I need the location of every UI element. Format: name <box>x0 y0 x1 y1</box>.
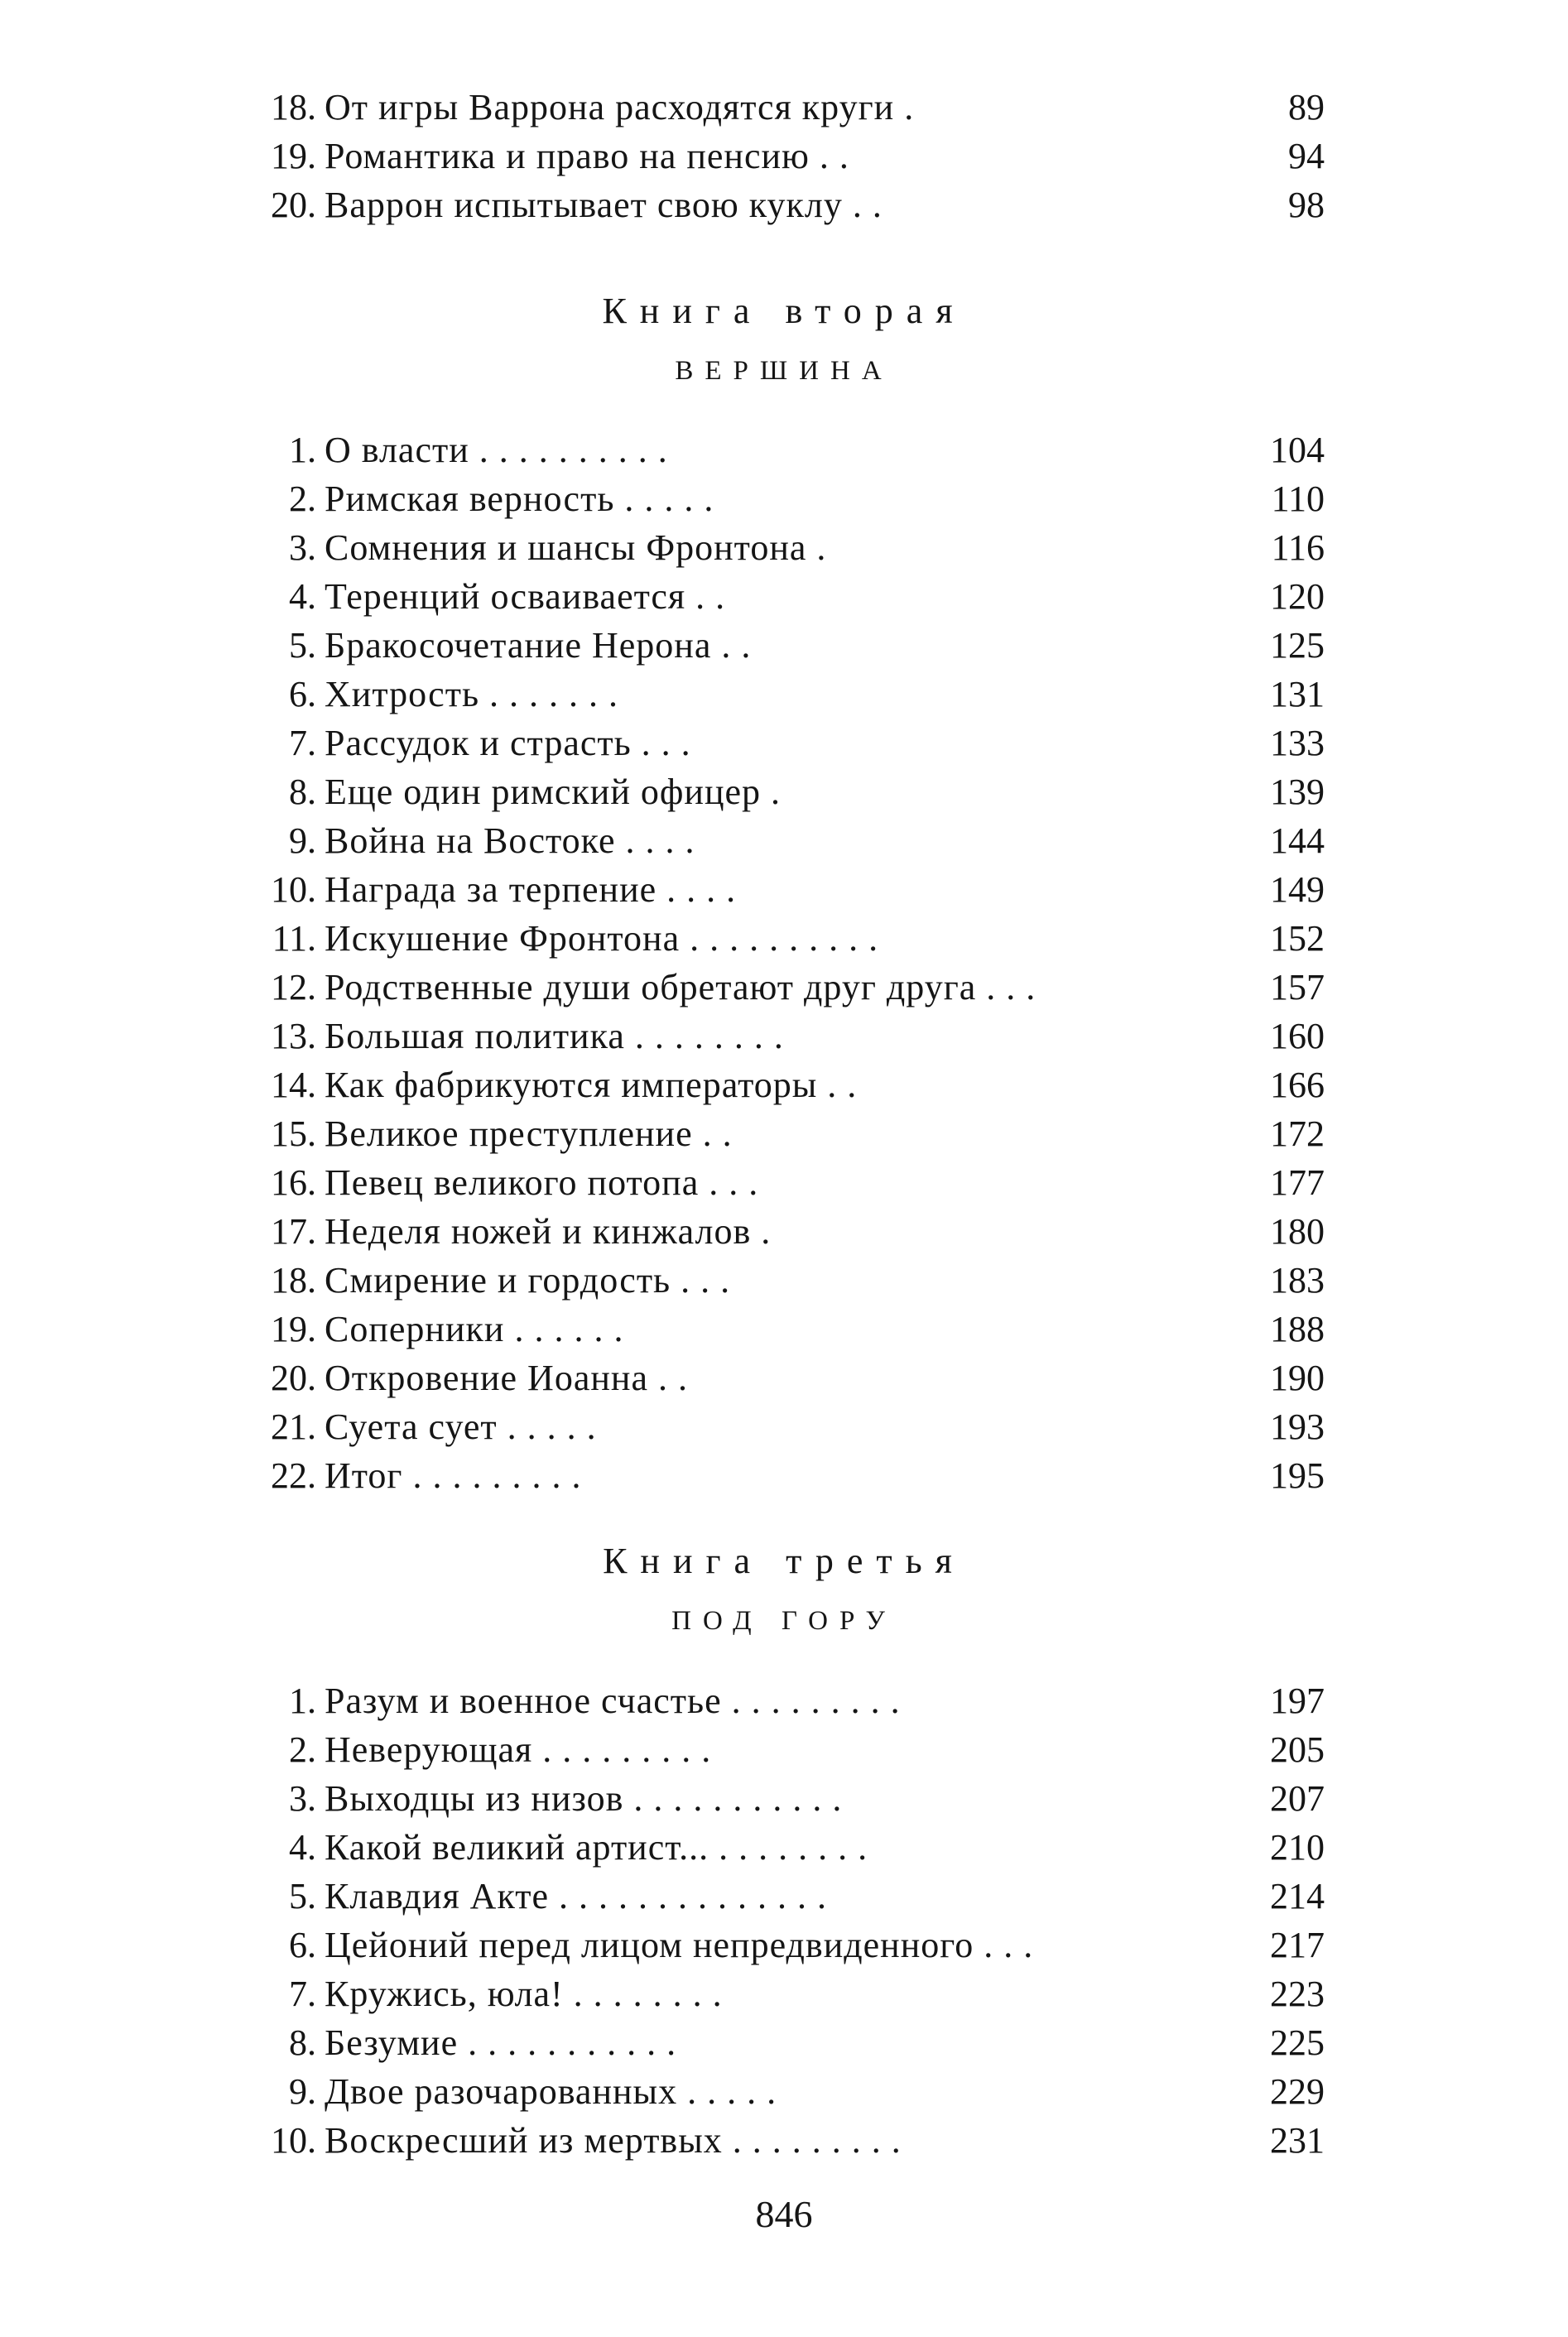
toc-entry <box>248 1012 1325 1060</box>
entry-number: 14. <box>271 1065 316 1105</box>
toc-entry <box>248 1969 1325 2018</box>
entry-page: 125 <box>1270 625 1325 666</box>
entry-title: Родственные души обретают друг друга . . . <box>325 967 1037 1007</box>
entry-page: 229 <box>1270 2071 1325 2112</box>
toc-entry <box>248 1158 1325 1207</box>
entry-page: 207 <box>1270 1778 1325 1819</box>
toc-entry <box>248 474 1325 523</box>
entry-page: 190 <box>1270 1358 1325 1398</box>
entry-page: 177 <box>1270 1162 1325 1203</box>
entry-number: 9. <box>289 2071 316 2112</box>
toc-entry <box>248 816 1325 865</box>
book2-subheading: ВЕРШИНА <box>675 356 893 386</box>
book2-heading: Книга вторая <box>602 291 966 331</box>
entry-title: Неверующая . . . . . . . . . <box>325 1729 712 1770</box>
entry-page: 116 <box>1271 527 1325 568</box>
toc-book3 <box>248 1676 1325 2165</box>
toc-entry <box>248 2018 1325 2067</box>
entry-title: Какой великий артист... . . . . . . . . <box>325 1827 868 1868</box>
entry-page: 217 <box>1270 1925 1325 1965</box>
entry-page: 120 <box>1270 576 1325 617</box>
entry-number: 13. <box>271 1016 316 1056</box>
entry-title: Война на Востоке . . . . <box>325 820 695 861</box>
toc-entry <box>248 963 1325 1012</box>
toc-entry <box>248 2067 1325 2116</box>
toc-entry <box>248 426 1325 474</box>
entry-title: Безумие . . . . . . . . . . . <box>325 2022 677 2063</box>
entry-title: Сомнения и шансы Фронтона . <box>325 527 827 568</box>
toc-entry <box>248 523 1325 572</box>
toc-entry <box>248 1774 1325 1823</box>
entry-number: 5. <box>289 625 316 666</box>
toc-entry <box>248 621 1325 670</box>
entry-title: Награда за терпение . . . . <box>325 869 737 910</box>
entry-title: Хитрость . . . . . . . <box>325 674 619 714</box>
entry-title: Рассудок и страсть . . . <box>325 723 691 763</box>
entry-page: 183 <box>1270 1260 1325 1301</box>
entry-number: 4. <box>289 1827 316 1868</box>
entry-page: 166 <box>1270 1065 1325 1105</box>
toc-entry <box>248 1451 1325 1500</box>
entry-page: 139 <box>1270 772 1325 812</box>
page-number: 846 <box>755 2193 813 2235</box>
entry-number: 19. <box>271 1309 316 1349</box>
entry-title: Итог . . . . . . . . . <box>325 1455 582 1496</box>
entry-number: 19. <box>271 136 316 176</box>
entry-title: Великое преступление . . <box>325 1113 733 1154</box>
entry-number: 8. <box>289 2022 316 2063</box>
entry-title: Как фабрикуются императоры . . <box>325 1065 858 1105</box>
entry-title: Суета сует . . . . . <box>325 1407 597 1447</box>
entry-title: Романтика и право на пенсию . . <box>325 136 849 176</box>
entry-title: Римская верность . . . . . <box>325 478 714 519</box>
toc-entry <box>248 132 1325 180</box>
entry-number: 20. <box>271 185 316 225</box>
entry-title: Бракосочетание Нерона . . <box>325 625 752 666</box>
entry-page: 225 <box>1270 2022 1325 2063</box>
entry-number: 17. <box>271 1211 316 1252</box>
entry-number: 15. <box>271 1113 316 1154</box>
toc-entry <box>248 670 1325 719</box>
entry-number: 5. <box>289 1876 316 1916</box>
toc-entry <box>248 1305 1325 1354</box>
entry-page: 152 <box>1270 918 1325 959</box>
entry-number: 6. <box>289 674 316 714</box>
entry-number: 12. <box>271 967 316 1007</box>
entry-title: Певец великого потопа . . . <box>325 1162 759 1203</box>
entry-number: 1. <box>289 1681 316 1721</box>
entry-page: 89 <box>1288 87 1325 127</box>
toc-entry <box>248 2116 1325 2165</box>
book3-subheading: ПОД ГОРУ <box>671 1606 897 1636</box>
entry-title: Смирение и гордость . . . <box>325 1260 731 1301</box>
toc-entry <box>248 1060 1325 1109</box>
entry-page: 133 <box>1270 723 1325 763</box>
entry-page: 144 <box>1270 820 1325 861</box>
entry-page: 104 <box>1270 430 1325 470</box>
entry-number: 11. <box>272 918 316 959</box>
book3-heading: Книга третья <box>603 1541 965 1581</box>
entry-title: Откровение Иоанна . . <box>325 1358 688 1398</box>
entry-title: Неделя ножей и кинжалов . <box>325 1211 772 1252</box>
toc-continuation <box>248 83 1325 229</box>
toc-entry <box>248 1354 1325 1402</box>
entry-page: 98 <box>1288 185 1325 225</box>
toc-entry <box>248 1207 1325 1256</box>
toc-entry <box>248 865 1325 914</box>
entry-number: 7. <box>289 723 316 763</box>
toc-book2 <box>248 426 1325 1500</box>
entry-title: Разум и военное счастье . . . . . . . . . <box>325 1681 901 1721</box>
toc-entry <box>248 572 1325 621</box>
entry-number: 8. <box>289 772 316 812</box>
entry-title: Соперники . . . . . . <box>325 1309 624 1349</box>
entry-number: 1. <box>289 430 316 470</box>
entry-number: 9. <box>289 820 316 861</box>
entry-number: 16. <box>271 1162 316 1203</box>
entry-title: Двое разочарованных . . . . . <box>325 2071 777 2112</box>
entry-page: 188 <box>1270 1309 1325 1349</box>
entry-number: 21. <box>271 1407 316 1447</box>
entry-title: Теренций осваивается . . <box>325 576 726 617</box>
entry-number: 20. <box>271 1358 316 1398</box>
entry-number: 18. <box>271 87 316 127</box>
entry-page: 210 <box>1270 1827 1325 1868</box>
entry-title: Клавдия Акте . . . . . . . . . . . . . . <box>325 1876 828 1916</box>
entry-page: 195 <box>1270 1455 1325 1496</box>
entry-number: 10. <box>271 2120 316 2161</box>
toc-entry <box>248 83 1325 132</box>
toc-entry <box>248 719 1325 767</box>
entry-title: Цейоний перед лицом непредвиденного . . . <box>325 1925 1034 1965</box>
entry-title: Искушение Фронтона . . . . . . . . . . <box>325 918 879 959</box>
entry-page: 110 <box>1271 478 1325 519</box>
toc-entry <box>248 1921 1325 1969</box>
entry-page: 180 <box>1270 1211 1325 1252</box>
entry-title: Варрон испытывает свою куклу . . <box>325 185 883 225</box>
entry-number: 22. <box>271 1455 316 1496</box>
toc-entry <box>248 1725 1325 1774</box>
entry-page: 214 <box>1270 1876 1325 1916</box>
entry-page: 193 <box>1270 1407 1325 1447</box>
entry-page: 223 <box>1270 1974 1325 2014</box>
toc-entry <box>248 1256 1325 1305</box>
entry-title: Еще один римский офицер . <box>325 772 782 812</box>
entry-title: От игры Варрона расходятся круги . <box>325 87 915 127</box>
entry-page: 149 <box>1270 869 1325 910</box>
entry-title: Кружись, юла! . . . . . . . . <box>325 1974 723 2014</box>
entry-page: 157 <box>1270 967 1325 1007</box>
entry-number: 7. <box>289 1974 316 2014</box>
toc-entry <box>248 1402 1325 1451</box>
entry-page: 205 <box>1270 1729 1325 1770</box>
entry-title: Воскресший из мертвых . . . . . . . . . <box>325 2120 902 2161</box>
entry-number: 10. <box>271 869 316 910</box>
entry-number: 2. <box>289 478 316 519</box>
toc-entry <box>248 1823 1325 1872</box>
entry-title: Выходцы из низов . . . . . . . . . . . <box>325 1778 843 1819</box>
entry-page: 197 <box>1270 1681 1325 1721</box>
entry-page: 172 <box>1270 1113 1325 1154</box>
entry-number: 18. <box>271 1260 316 1301</box>
entry-number: 6. <box>289 1925 316 1965</box>
toc-entry <box>248 1676 1325 1725</box>
entry-page: 131 <box>1270 674 1325 714</box>
entry-page: 94 <box>1288 136 1325 176</box>
toc-entry <box>248 767 1325 816</box>
toc-entry <box>248 1872 1325 1921</box>
toc-entry <box>248 914 1325 963</box>
entry-number: 3. <box>289 527 316 568</box>
entry-title: Большая политика . . . . . . . . <box>325 1016 784 1056</box>
toc-entry <box>248 180 1325 229</box>
entry-number: 4. <box>289 576 316 617</box>
entry-title: О власти . . . . . . . . . . <box>325 430 668 470</box>
entry-page: 231 <box>1270 2120 1325 2161</box>
entry-number: 3. <box>289 1778 316 1819</box>
toc-entry <box>248 1109 1325 1158</box>
entry-page: 160 <box>1270 1016 1325 1056</box>
entry-number: 2. <box>289 1729 316 1770</box>
